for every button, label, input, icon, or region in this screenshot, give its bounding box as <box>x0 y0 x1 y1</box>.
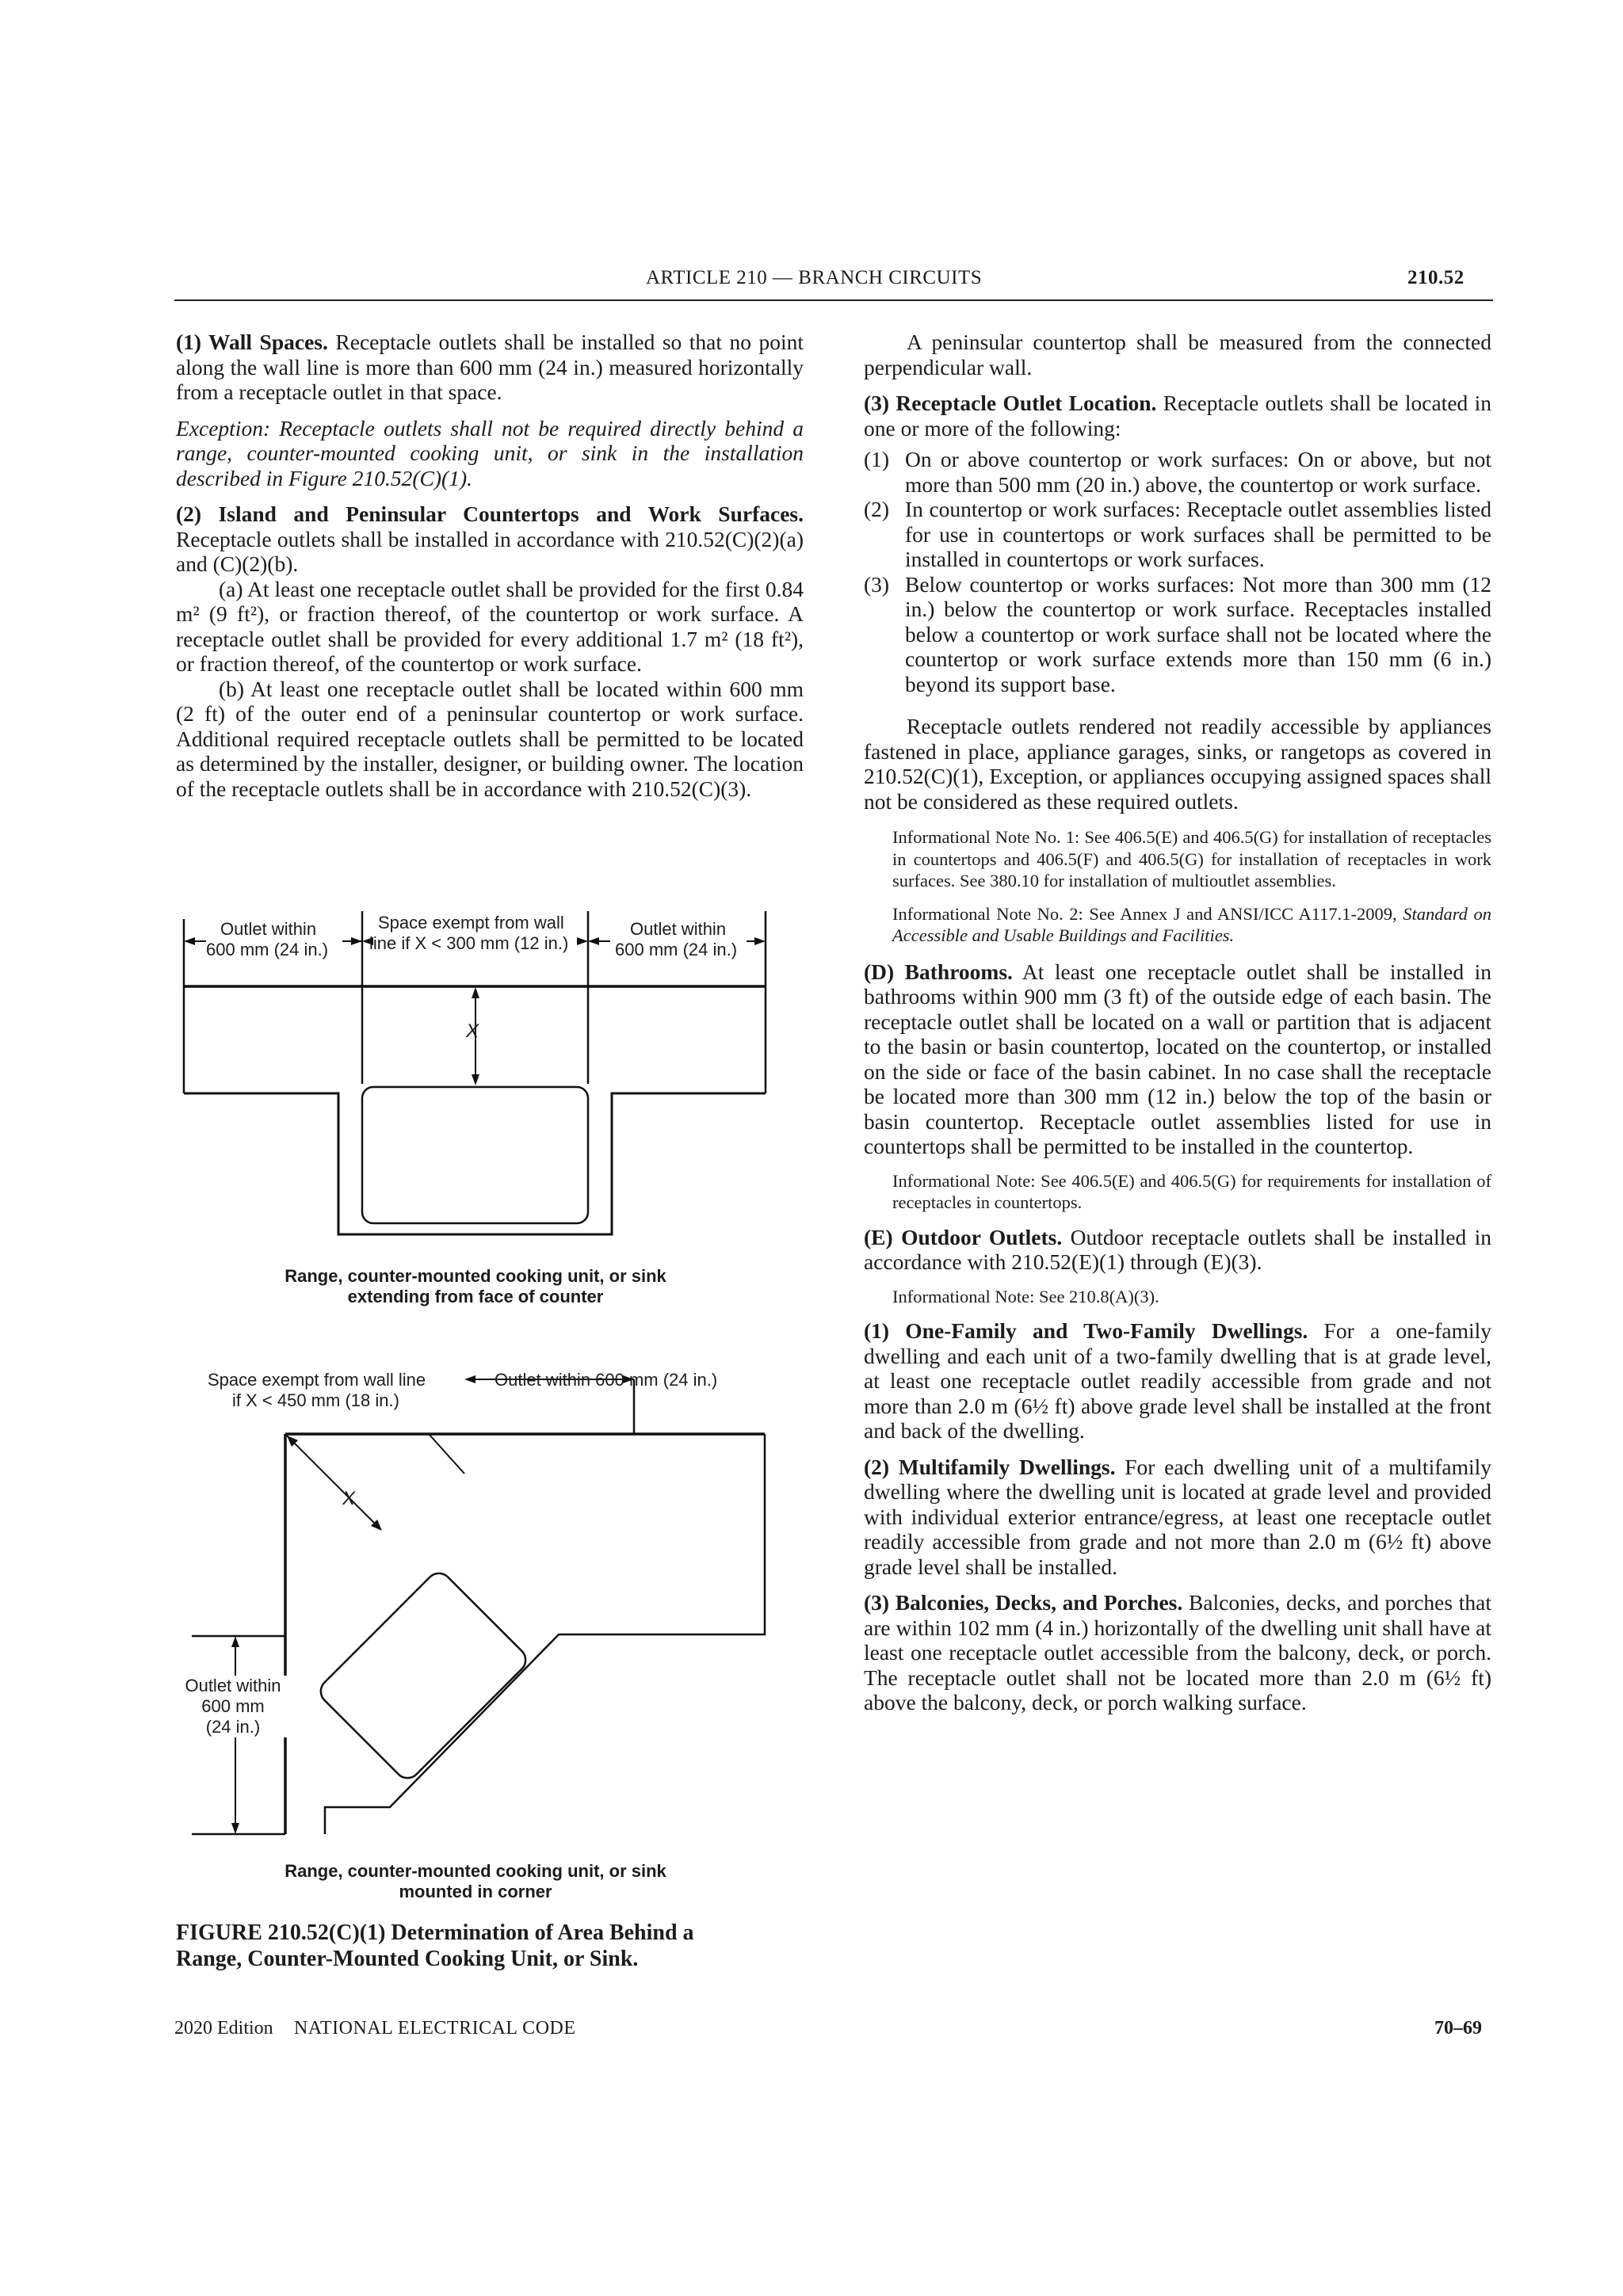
location-text: Receptacle outlets shall be located in one or more of the following: <box>864 391 1491 441</box>
exception-text: Exception: Receptacle outlets shall not be required directly behind a range, counter-mounted cooking unit, or sink in the installation described in Figure 210.52(C)(1). <box>176 415 804 490</box>
wall-spaces-heading: (1) Wall Spaces. <box>176 330 328 354</box>
wall-spaces-text: Receptacle outlets shall be installed so that no point along the wall line is more than 600 mm (24 in.) measured horizontally from a receptacle outlet in that space. <box>176 330 804 404</box>
info-note-2-title: Standard on Accessible and Usable Buildings and Facilities. <box>892 903 1491 945</box>
island-heading: (2) Island and Peninsular Countertops and Work Surfaces. <box>176 502 804 526</box>
island-a-text: (a) At least one receptacle outlet shall be provided for the first 0.84 m² (9 ft²), or fraction thereof, of the countertop or work surface. A receptacle outlet shall be provided for every additional 1.7 m² (18 ft²), or fraction thereof, of the countertop or work surface. <box>176 576 804 676</box>
figure-title <box>176 1920 810 1972</box>
fig2-outlet-side-line1: Outlet within <box>185 1676 281 1695</box>
location-list <box>864 447 1491 696</box>
outdoor-paragraph <box>864 1225 1491 1275</box>
rendered-text: Receptacle outlets rendered not readily accessible by appliances fastened in place, appliance garages, sinks, or rangetops as covered in 210.52(C)(1), Exception, or appliances occupying assigned spaces shall not be considered as these required outlets. <box>864 714 1491 814</box>
figure-range-extending <box>174 903 808 1315</box>
info-note-3: Informational Note: See 406.5(E) and 406.5(G) for requirements for installation of receptacles in countertops. <box>892 1170 1491 1212</box>
info-note-1: Informational Note No. 1: See 406.5(E) and 406.5(G) for installation of receptacles in countertops and 406.5(F) and 406.5(G) for installation of receptacles in work surfaces. See 380.10 for installation of multioutlet assemblies. <box>892 827 1491 891</box>
figure-range-corner-drawing <box>174 1359 808 1850</box>
location-item-2-text: In countertop or work surfaces: Receptacle outlet assemblies listed for use in countertops or work surfaces shall be permitted to be installed in countertops or work surfaces. <box>905 497 1491 571</box>
figure-title-line2: Range, Counter-Mounted Cooking Unit, or Sink. <box>176 1947 639 1971</box>
fig1-exempt-label-2: line if X < 300 mm (12 in.) <box>369 933 569 953</box>
fig1-x-label: X <box>466 1020 479 1042</box>
bathrooms-paragraph <box>864 959 1491 1159</box>
bathrooms-text: At least one receptacle outlet shall be installed in bathrooms within 900 mm (3 ft) of the outside edge of each basin. The receptacle outlet shall be located on a wall or partition that is adjacent to the basin or basin countertop, located on the countertop, or installed on the side or face of the basin cabinet. In no case shall the receptacle be located more than 300 mm (12 in.) below the top of the basin or basin countertop. Receptacle outlet assemblies listed for use in countertops shall be permitted to be installed in the countertop. <box>864 959 1491 1158</box>
fig1-outlet-right-label-2: 600 mm (24 in.) <box>615 940 738 959</box>
location-paragraph <box>864 391 1491 441</box>
fig2-outlet-side-label <box>178 1676 288 1737</box>
location-item-2-num: (2) <box>864 497 890 521</box>
footer-code: NATIONAL ELECTRICAL CODE <box>294 2018 576 2039</box>
fig1-exempt-label-1: Space exempt from wall <box>378 913 564 933</box>
fig1-outlet-left-label-2: 600 mm (24 in.) <box>206 940 329 959</box>
wall-spaces-paragraph <box>176 330 804 405</box>
bathrooms-heading: (D) Bathrooms. <box>864 959 1013 984</box>
info-note-2-text: Informational Note No. 2: See Annex J and ANSI/ICC A117.1-2009, <box>892 903 1403 924</box>
one-family-text: For a one-family dwelling and each unit of a two-family dwelling that is at grade level, at least one receptacle outlet readily accessible from grade and not more than 2.0 m (6½ ft) above grade level shall be installed at the front and back of the dwelling. <box>864 1318 1492 1443</box>
multifamily-paragraph <box>864 1455 1491 1580</box>
location-item-1-text: On or above countertop or work surfaces: On or above, but not more than 500 mm (20 in.) above, the countertop or work surface. <box>905 447 1491 497</box>
running-header-article: ARTICLE 210 — BRANCH CIRCUITS <box>646 267 983 288</box>
outdoor-heading: (E) Outdoor Outlets. <box>864 1224 1063 1249</box>
balconies-text: Balconies, decks, and porches that are within 102 mm (4 in.) horizontally of the dwelling unit shall have at least one receptacle outlet accessible from the balcony, deck, or porch. The receptacle outlet shall not be located more than 2.0 m (6½ ft) above the balcony, deck, or porch walking surface. <box>864 1590 1492 1714</box>
one-family-heading: (1) One-Family and Two-Family Dwellings. <box>864 1318 1308 1343</box>
multifamily-text: For each dwelling unit of a multifamily dwelling where the dwelling unit is located at grade level and provided with individual exterior entrance/egress, at least one receptacle outlet readily accessible from grade and not more than 2.0 m (6½ ft) above grade level shall be installed. <box>864 1454 1491 1579</box>
location-item-3-text: Below countertop or works surfaces: Not more than 300 mm (12 in.) below the countertop or work surface. Receptacles installed below a countertop or work surface shall not be located where the countertop or work surface extends more than 150 mm (6 in.) beyond its support base. <box>905 571 1491 696</box>
balconies-heading: (3) Balconies, Decks, and Porches. <box>864 1590 1183 1615</box>
fig1-outlet-left-label-1: Outlet within <box>220 919 317 939</box>
figure-range-corner <box>174 1359 808 1913</box>
info-note-2 <box>864 903 1491 947</box>
fig2-caption <box>174 1861 777 1902</box>
balconies-paragraph <box>864 1590 1491 1715</box>
location-item-2 <box>864 497 1491 572</box>
fig2-caption-line1: Range, counter-mounted cooking unit, or sink <box>285 1861 666 1881</box>
header-rule <box>174 299 1493 301</box>
fig2-x-label: X <box>342 1488 356 1509</box>
one-family-paragraph <box>864 1318 1491 1444</box>
fig2-outlet-top-label: Outlet within 600 mm (24 in.) <box>495 1370 718 1390</box>
fig1-caption-line2: extending from face of counter <box>347 1287 604 1306</box>
island-text: Receptacle outlets shall be installed in accordance with 210.52(C)(2)(a) and (C)(2)(b). <box>176 526 804 576</box>
fig2-outlet-side-line3: (24 in.) <box>205 1717 261 1737</box>
footer-page-number: 70–69 <box>1434 2018 1482 2039</box>
location-item-3 <box>864 572 1491 697</box>
location-item-3-num: (3) <box>864 571 890 597</box>
fig2-outlet-side-line2: 600 mm <box>201 1696 265 1716</box>
footer-edition: 2020 Edition <box>174 2018 273 2039</box>
outdoor-text: Outdoor receptacle outlets shall be installed in accordance with 210.52(E)(1) through (E)(3). <box>864 1224 1491 1274</box>
fig2-exempt-label-1: Space exempt from wall line <box>208 1370 426 1390</box>
fig1-caption-line1: Range, counter-mounted cooking unit, or sink <box>285 1266 666 1286</box>
peninsular-text: A peninsular countertop shall be measured from the connected perpendicular wall. <box>864 330 1491 379</box>
fig1-outlet-right-label-1: Outlet within <box>630 919 727 939</box>
left-column-text <box>176 330 804 801</box>
right-column-text <box>864 330 1491 1715</box>
island-paragraph <box>176 502 804 577</box>
running-header-section: 210.52 <box>1407 267 1465 288</box>
location-item-1 <box>864 447 1491 497</box>
location-item-1-num: (1) <box>864 447 890 471</box>
figure-title-line1: FIGURE 210.52(C)(1) Determination of Area Behind a <box>176 1920 694 1945</box>
location-heading: (3) Receptacle Outlet Location. <box>864 391 1157 415</box>
island-b-text: (b) At least one receptacle outlet shall be located within 600 mm (2 ft) of the outer end of a peninsular countertop or work surface. Additional required receptacle outlets shall be permitted to be located as determined by the installer, designer, or building owner. The location of the receptacle outlets shall be in accordance with 210.52(C)(3). <box>176 676 804 801</box>
fig2-exempt-label-2: if X < 450 mm (18 in.) <box>232 1390 399 1410</box>
info-note-4: Informational Note: See 210.8(A)(3). <box>892 1286 1159 1306</box>
fig1-caption <box>174 1266 777 1307</box>
fig2-caption-line2: mounted in corner <box>399 1882 552 1901</box>
multifamily-heading: (2) Multifamily Dwellings. <box>864 1454 1116 1479</box>
